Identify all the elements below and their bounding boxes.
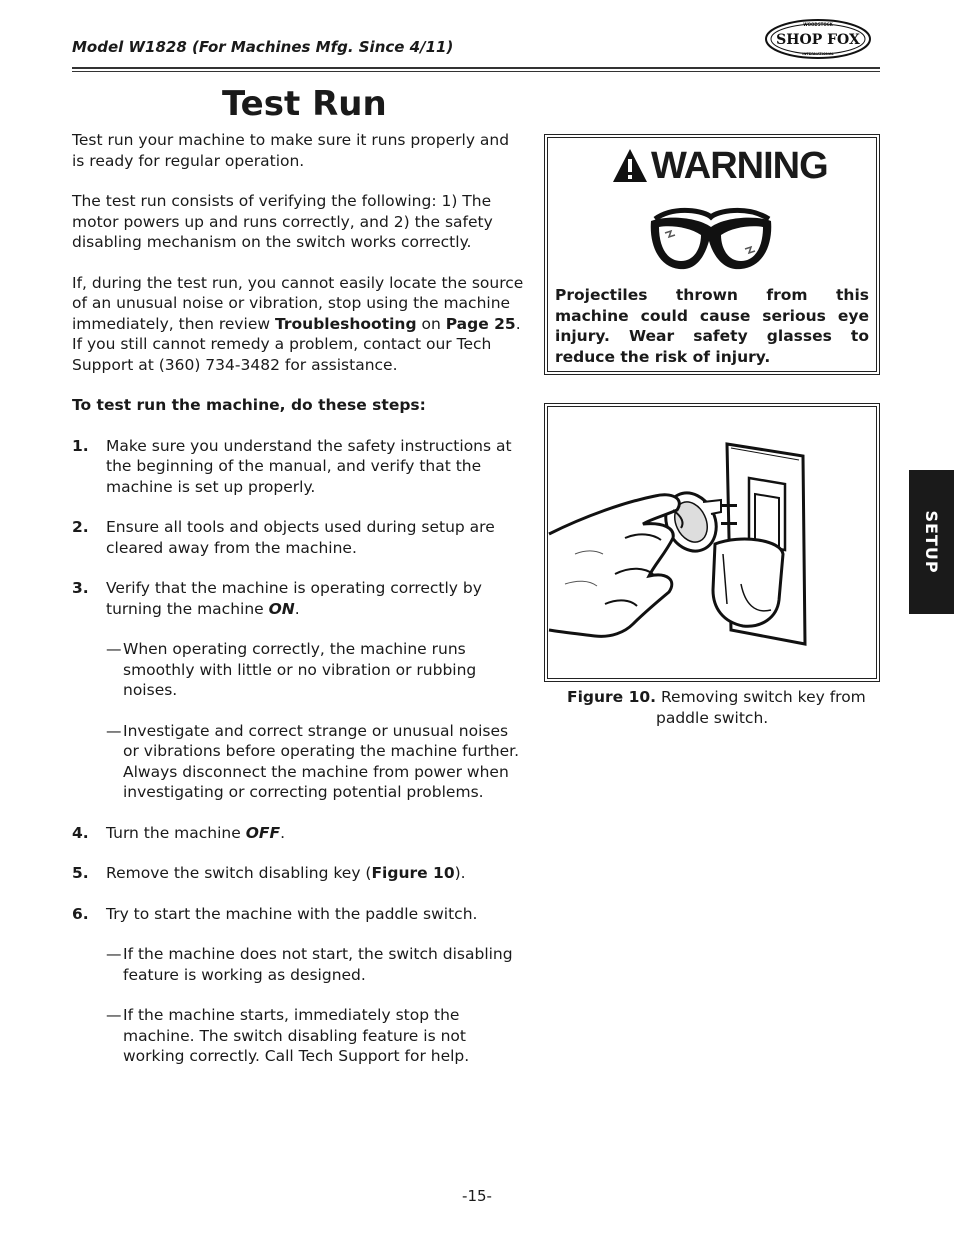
warning-text: Projectiles thrown from this machine could cause serious eye injury. Wear safety glasses to reduce the risk of injury. (555, 286, 869, 366)
step-note: — If the machine starts, immediately stop the machine. The switch disabling feature is not working correctly. Call Tech Support for help. (106, 1006, 470, 1065)
figure-label: Figure 10. (567, 688, 657, 706)
warning-box (544, 134, 880, 375)
logo-text: SHOP FOX (776, 32, 860, 48)
figure-caption-line1: Removing switch key from (660, 688, 866, 706)
step-note: — Investigate and correct strange or unusual noises or vibrations before operating the machine further. Always disconnect the machine from power when investigating or correcting potential problems. (106, 721, 520, 801)
intro-paragraph: Test run your machine to make sure it runs properly and is ready for regular operation. (72, 131, 510, 170)
logo-top-text: WOODSTOCK (803, 22, 833, 27)
troubleshooting-link: Troubleshooting (275, 314, 417, 333)
header-model: Model W1828 (For Machines Mfg. Since 4/11) (72, 38, 454, 56)
figure-caption (567, 687, 877, 728)
intro-paragraph: The test run consists of verifying the following: 1) The motor powers up and runs correctly, and 2) the safety disabling mechanism on the switch works correctly. (72, 192, 493, 251)
safety-glasses-icon (645, 197, 777, 277)
steps-heading: To test run the machine, do these steps: (72, 396, 426, 414)
switch-key-illustration (545, 404, 875, 677)
warning-title: WARNING (651, 145, 828, 187)
warning-header (611, 145, 828, 187)
shop-fox-logo (764, 18, 872, 60)
page-title: Test Run (222, 84, 387, 124)
step-item: 5. Remove the switch disabling key (Figure 10). (72, 864, 466, 882)
header-rule (72, 67, 880, 69)
step-note: — When operating correctly, the machine runs smoothly with little or no vibration or rubbing noises. (106, 640, 477, 699)
step-item: 4. Turn the machine OFF. (72, 823, 285, 842)
main-column (72, 130, 524, 1087)
logo-bottom-text: INTERNATIONAL (802, 52, 834, 56)
step-item: 1. Make sure you understand the safety instructions at the beginning of the manual, and verify that the machine is set up properly. (72, 436, 512, 496)
page-reference: Page 25 (445, 314, 516, 333)
step-item: 6. Try to start the machine with the paddle switch. (72, 904, 478, 923)
step-note: — If the machine does not start, the switch disabling feature is working as designed. (106, 945, 513, 984)
step-item: 3. Verify that the machine is operating correctly by turning the machine ON. (72, 579, 482, 618)
figure-10 (544, 403, 880, 682)
figure-caption-line2: paddle switch. (656, 708, 769, 727)
step-item: 2. Ensure all tools and objects used during setup are cleared away from the machine. (72, 518, 495, 557)
troubleshooting-paragraph: If, during the test run, you cannot easily locate the source of an unusual noise or vibration, stop using the machine immediately, then review Troubleshooting on Page 25. If you still cannot remedy a problem, contact our Tech Support at (360) 734-3482 for assistance. (72, 273, 524, 374)
section-tab-label: SETUP (922, 510, 941, 574)
section-tab (909, 470, 954, 614)
header-rule-thin (72, 71, 880, 72)
page-number: -15- (462, 1187, 492, 1205)
warning-triangle-icon (611, 147, 649, 185)
